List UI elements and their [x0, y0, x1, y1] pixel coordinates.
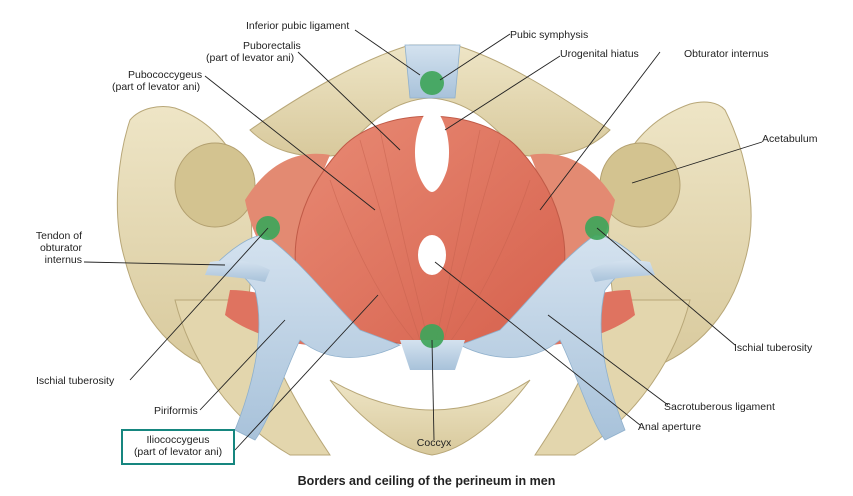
marker-pubic-symphysis — [420, 71, 444, 95]
label-inferior-pubic-ligament: Inferior pubic ligament — [246, 20, 350, 32]
label-coccyx: Coccyx — [416, 437, 452, 449]
label-tendon-line2: obturator — [39, 242, 82, 254]
label-ischial-tuberosity-left: Ischial tuberosity — [36, 375, 115, 387]
label-iliococcygeus-sub: (part of levator ani) — [133, 446, 223, 458]
left-acetabulum — [175, 143, 255, 227]
label-anal-aperture: Anal aperture — [638, 421, 702, 433]
label-acetabulum: Acetabulum — [762, 133, 818, 145]
label-piriformis: Piriformis — [154, 405, 198, 417]
anal-aperture — [418, 235, 446, 275]
label-tendon-line3: internus — [44, 254, 82, 266]
right-acetabulum — [600, 143, 680, 227]
iliococcygeus-highlight-box — [121, 429, 235, 465]
label-pubococcygeus-sub: (part of levator ani) — [112, 81, 201, 93]
figure-caption: Borders and ceiling of the perineum in men — [297, 474, 556, 488]
label-puborectalis-sub: (part of levator ani) — [206, 52, 295, 64]
label-puborectalis: Puborectalis — [243, 40, 301, 52]
label-sacrotuberous-ligament: Sacrotuberous ligament — [664, 401, 775, 413]
label-iliococcygeus: Iliococcygeus — [146, 434, 210, 446]
label-ischial-tuberosity-right: Ischial tuberosity — [734, 342, 813, 354]
label-tendon-line1: Tendon of — [35, 230, 82, 242]
label-pubococcygeus: Pubococcygeus — [128, 69, 203, 81]
label-pubic-symphysis: Pubic symphysis — [510, 29, 589, 41]
label-urogenital-hiatus: Urogenital hiatus — [560, 48, 639, 60]
label-obturator-internus: Obturator internus — [684, 48, 769, 60]
